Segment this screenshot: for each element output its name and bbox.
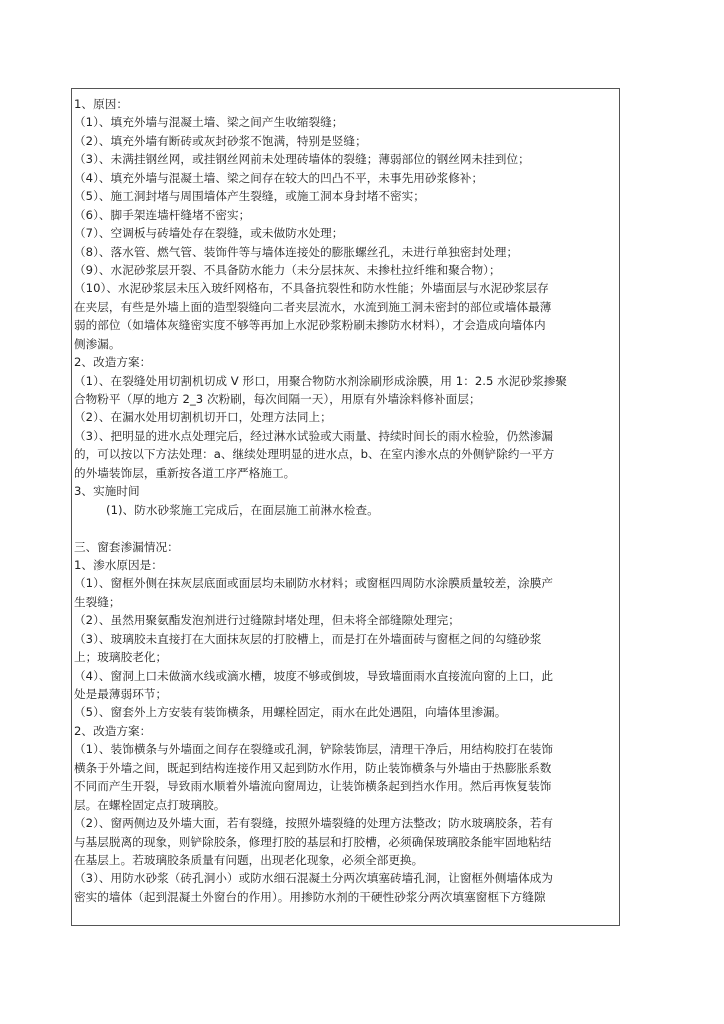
cause-item-9: （9）、水泥砂浆层开裂、不具备防水能力（未分层抹灰、未掺杜拉纤维和聚合物）；: [74, 262, 501, 277]
document-table-cell: [71, 88, 620, 926]
window-plan-2-line-3: 在基层上。若玻璃胶条质量有问题，出现老化现象，必须全部更换。: [74, 852, 424, 867]
cause-item-1: （1）、填充外墙与混凝土墙、梁之间产生收缩裂缝；: [74, 115, 344, 130]
document-body: [74, 95, 618, 906]
window-plan-1-line-4: 层。在螺栓固定点打玻璃胶。: [74, 797, 226, 812]
window-cause-5: （5）、窗套外上方安装有装饰横条，用螺栓固定，雨水在此处遇阻，向墙体里渗漏。: [74, 705, 507, 720]
window-cause-4-line-2: 处是最薄弱环节；: [74, 687, 168, 701]
window-plan-3-line-2: 密实的墙体（起到混凝土外窗台的作用）。用掺防水剂的干硬性砂浆分两次填塞窗框下方缝隙: [74, 889, 546, 904]
section-heading-timing: 3、实施时间: [74, 484, 140, 499]
section-heading-plan: 2、改造方案：: [74, 355, 152, 370]
plan-item-3-line-2: 的，可以按以下方法处理：a、继续处理明显的进水点，b、在室内渗水点的外侧铲除约一平方: [74, 447, 555, 462]
plan-item-3-line-1: （3）、把明显的进水点处理完后，经过淋水试验或大雨量、持续时间长的雨水检验，仍然渗漏: [74, 428, 554, 443]
plan-item-2: （2）、在漏水处用切割机切开口，处理方法同上；: [74, 410, 332, 425]
window-cause-1-line-1: （1）、窗框外侧在抹灰层底面或面层均未刷防水材料；或窗框四周防水涂膜质量较差，涂膜产: [74, 576, 554, 591]
cause-item-10-line-4: 侧渗漏。: [74, 336, 121, 351]
cause-item-10-line-3: 弱的部位（如墙体灰缝密实度不够等再加上水泥砂浆粉刷未掺防水材料），才会造成向墙体内: [74, 318, 546, 333]
cause-item-10-line-1: （10）、水泥砂浆层未压入玻纤网格布，不具备抗裂性和防水性能；外墙面层与水泥砂浆层存: [74, 281, 549, 296]
window-plan-1-line-3: 不同而产生开裂，导致雨水顺着外墙流向窗周边，让装饰横条起到挡水作用。然后再恢复装饰: [74, 779, 552, 794]
cause-item-2: （2）、填充外墙有断砖或灰封砂浆不饱满，特别是竖缝；: [74, 133, 367, 148]
window-cause-2: （2）、虽然用聚氨酯发泡剂进行过缝隙封堵处理，但未将全部缝隙处理完；: [74, 613, 460, 628]
window-causes-heading: 1、渗水原因是：: [74, 557, 163, 572]
window-plan-2-line-1: （2）、窗两侧边及外墙大面，若有裂缝，按照外墙裂缝的处理方法整改；防水玻璃胶条，若有: [74, 816, 554, 831]
window-plan-1-line-1: （1）、装饰横条与外墙面之间存在裂缝或孔洞，铲除装饰层，清理干净后，用结构胶打在装饰: [74, 742, 554, 757]
cause-item-8: （8）、落水管、燃气管、装饰件等与墙体连接处的膨胀螺丝孔，未进行单独密封处理；: [74, 244, 519, 259]
plan-item-1-line-1: （1）、在裂缝处用切割机切成 V 形口，用聚合物防水剂涂刷形成涂膜，用 1：2.5 水泥砂浆掺聚: [74, 373, 568, 388]
window-plan-1-line-2: 横条于外墙之间，既起到结构连接作用又起到防水作用，防止装饰横条与外墙由于热膨胀系数: [74, 760, 552, 775]
cause-item-5: （5）、施工洞封堵与周围墙体产生裂缝，或施工洞本身封堵不密实；: [74, 189, 425, 204]
section-heading-causes: 1、原因：: [74, 97, 129, 111]
cause-item-3: （3）、未满挂钢丝网，或挂钢丝网前未处理砖墙体的裂缝；薄弱部位的钢丝网未挂到位；: [74, 152, 530, 167]
blank-line: [74, 519, 618, 537]
window-plan-2-line-2: 与基层脱离的现象，则铲除胶条，修理打胶的基层和打胶槽，必须确保玻璃胶条能牢固地粘结: [74, 834, 552, 849]
cause-item-6: （6）、脚手架连墙杆缝堵不密实；: [74, 207, 251, 222]
window-cause-4-line-1: （4）、窗洞上口未做滴水线或滴水槽，坡度不够或倒坡，导致墙面雨水直接流向窗的上口，此: [74, 668, 554, 683]
timing-item-1: (1)、防水砂浆施工完成后，在面层施工前淋水检查。: [106, 502, 379, 517]
plan-item-1-line-2: 合物粉平（厚的地方 2_3 次粉刷，每次间隔一天），用原有外墙涂料修补面层；: [74, 392, 481, 406]
cause-item-7: （7）、空调板与砖墙处存在裂缝，或未做防水处理；: [74, 226, 344, 241]
window-cause-1-line-2: 生裂缝；: [74, 594, 121, 609]
window-cause-3-line-1: （3）、玻璃胶未直接打在大面抹灰层的打胶槽上，而是打在外墙面砖与窗框之间的勾缝砂浆: [74, 631, 542, 646]
cause-item-4: （4）、填充外墙与混凝土墙、梁之间存在较大的凹凸不平，未事先用砂浆修补；: [74, 170, 484, 185]
window-plan-heading: 2、改造方案：: [74, 723, 152, 738]
window-plan-3-line-1: （3）、用防水砂浆（砖孔洞小）或防水细石混凝土分两次填塞砖墙孔洞，让窗框外侧墙体成为: [74, 871, 554, 886]
plan-item-3-line-3: 的外墙装饰层，重新按各道工序严格施工。: [74, 465, 296, 480]
window-cause-3-line-2: 上；玻璃胶老化；: [74, 650, 168, 665]
cause-item-10-line-2: 在夹层，有些是外墙上面的造型裂缝向二者夹层流水，水流到施工洞未密封的部位或墙体最薄: [74, 299, 552, 314]
section-heading-window: 三、窗套渗漏情况：: [74, 539, 179, 554]
